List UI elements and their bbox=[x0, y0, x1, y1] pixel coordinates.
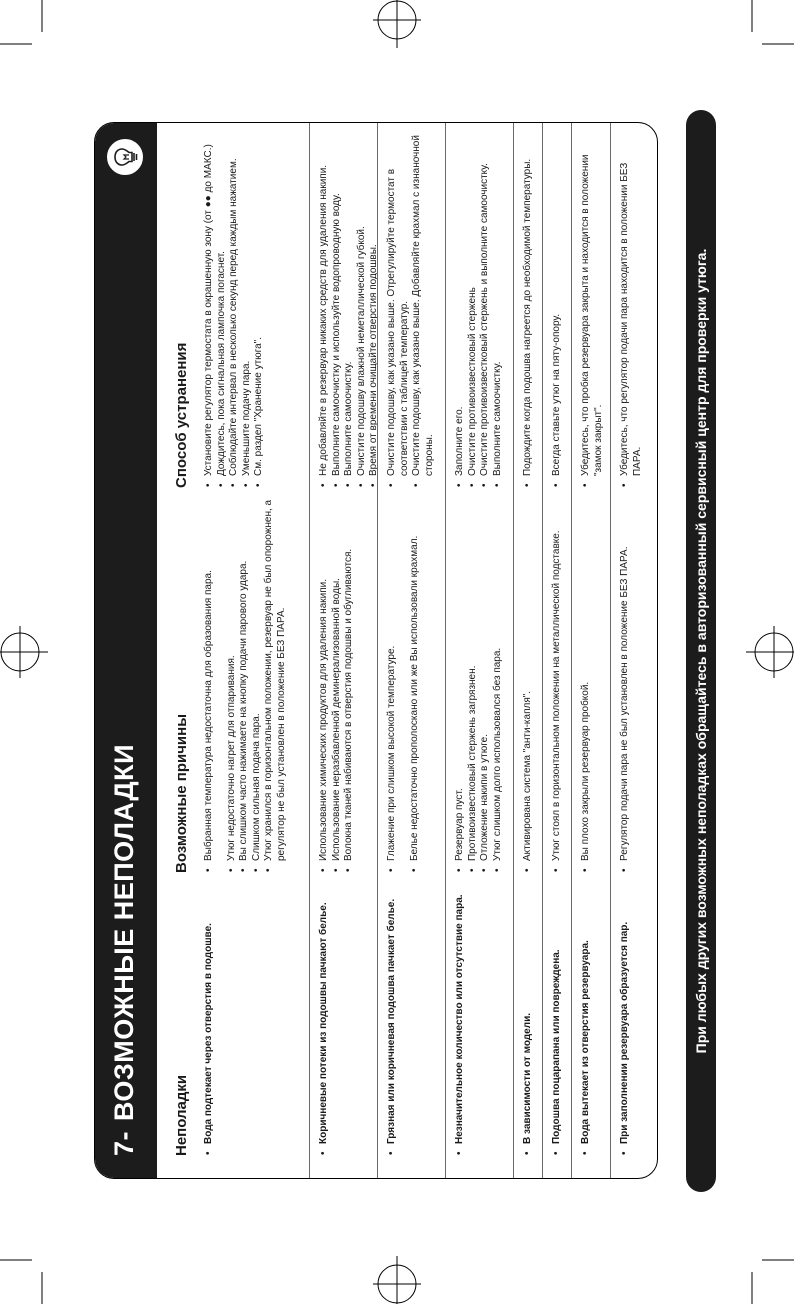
lightbulb-icon bbox=[105, 137, 145, 177]
problem-text: • При заполнении резервуара образуется пар. bbox=[619, 874, 632, 1156]
title-bar bbox=[95, 123, 157, 1178]
cause-item: • Глажение при слишком высокой температуре. bbox=[386, 490, 399, 873]
remedies-cell bbox=[580, 133, 605, 488]
remedy-item: • Очистите подошву влажной неметаллической губкой. bbox=[356, 133, 369, 488]
problem-cell bbox=[551, 874, 564, 1156]
remedy-item: • Подождите когда подошва нагреется до необходимой температуры. bbox=[522, 133, 535, 488]
cause-item: • Утюг слишком долго использовался без пара. bbox=[492, 490, 505, 873]
cause-item: • Утюг хранился в горизонтальном положении, резервуар не был опорожнен, а регулятор не был установлен в положение БЕЗ ПАРА. bbox=[263, 490, 288, 873]
remedy-item: • Выполните самоочистку. bbox=[492, 133, 505, 488]
problem-text: • В зависимости от модели. bbox=[522, 874, 535, 1156]
causes-cell bbox=[454, 490, 504, 873]
table-row bbox=[571, 123, 610, 1178]
table-row bbox=[513, 123, 542, 1178]
remedy-item: • Не добавляйте в резервуар никаких средств для удаления накипи. bbox=[318, 133, 331, 488]
cause-item: • Белье недостаточно прополоскано или же Вы использовали крахмал. bbox=[409, 490, 422, 873]
remedy-item: • Убедитесь, что регулятор подачи пара находится в положении БЕЗ ПАРА. bbox=[619, 133, 644, 488]
footer-banner: При любых других возможных неполадках обращайтесь в авторизованный сервисный центр для проверки утюга. bbox=[686, 110, 716, 1192]
remedy-item: • Выполните самоочистку. bbox=[343, 133, 356, 488]
remedies-cell bbox=[551, 133, 564, 488]
remedy-item: • Установите регулятор термостата в окрашенную зону (от ●● до МАКС.) bbox=[203, 133, 216, 488]
cause-item: • Противоизвестковый стержень загрязнен. bbox=[467, 490, 480, 873]
remedy-item: • Заполните его. bbox=[454, 133, 467, 488]
table-row bbox=[309, 123, 380, 1178]
problem-text: • Вода вытекает из отверстия резервуара. bbox=[580, 874, 593, 1156]
remedies-cell bbox=[386, 133, 436, 488]
remedy-item: • Время от времени очищайте отверстия подошвы. bbox=[368, 133, 381, 488]
remedy-item: • Соблюдайте интервал в несколько секунд перед каждым нажатием. bbox=[228, 133, 241, 488]
cause-item: • Вы плохо закрыли резервуар пробкой. bbox=[580, 490, 593, 873]
remedies-cell bbox=[318, 133, 381, 488]
page-title bbox=[109, 744, 140, 1156]
problem-cell bbox=[203, 874, 216, 1156]
causes-cell bbox=[386, 490, 421, 873]
problem-cell bbox=[580, 874, 593, 1156]
remedies-cell bbox=[522, 133, 535, 488]
section-number: 7- bbox=[109, 1130, 139, 1156]
remedies-cell bbox=[454, 133, 504, 488]
problem-cell bbox=[522, 874, 535, 1156]
problem-text: • Грязная или коричневая подошва пачкает белье. bbox=[386, 874, 399, 1156]
troubleshooting-table bbox=[195, 123, 654, 1178]
table-row bbox=[445, 123, 513, 1178]
causes-cell bbox=[619, 490, 632, 873]
section-title: ВОЗМОЖНЫЕ НЕПОЛАДКИ bbox=[109, 743, 139, 1121]
table-row bbox=[377, 123, 445, 1178]
troubleshooting-panel bbox=[94, 122, 658, 1179]
causes-cell bbox=[522, 490, 535, 873]
problem-text: • Незначительное количество или отсутствие пара. bbox=[454, 874, 467, 1156]
cause-item: • Утюг недостаточно нагрет для отпаривания. bbox=[226, 490, 239, 873]
cause-item: • Выбранная температура недостаточна для образования пара. bbox=[203, 490, 216, 873]
remedy-item: • Всегда ставьте утюг на пяту-опору. bbox=[551, 133, 564, 488]
problem-text: • Вода подтекает через отверстия в подошве. bbox=[203, 874, 216, 1156]
spacer bbox=[399, 490, 409, 873]
problem-cell bbox=[386, 874, 399, 1156]
table-row bbox=[610, 123, 654, 1178]
cause-item: • Регулятор подачи пара не был установлен в положение БЕЗ ПАРА. bbox=[619, 490, 632, 873]
causes-cell bbox=[203, 490, 289, 873]
remedy-item: • Дождитесь, пока сигнальная лампочка погаснет. bbox=[216, 133, 229, 488]
remedy-item: • Очистите противоизвестковый стержень и выполните самоочистку. bbox=[479, 133, 492, 488]
remedies-cell bbox=[203, 133, 266, 488]
remedy-item: • Очистите подошву, как указано выше. Добавляйте крахмал с изнаночной стороны. bbox=[411, 133, 436, 488]
header-causes: Возможные причины bbox=[173, 713, 190, 873]
problem-cell bbox=[454, 874, 467, 1156]
cause-item: • Вы слишком часто нажимаете на кнопку подачи парового удара. bbox=[238, 490, 251, 873]
problem-text: • Коричневые потеки из подошвы пачкают белье. bbox=[318, 874, 331, 1156]
remedy-item: • Уменьшите подачу пара. bbox=[241, 133, 254, 488]
cause-item: • Отложение накипи в утюге. bbox=[479, 490, 492, 873]
cause-item: • Слишком сильная подача пара. bbox=[251, 490, 264, 873]
cause-item: • Активирована система "анти-капля". bbox=[522, 490, 535, 873]
remedy-item: • Очистите подошву, как указано выше. Отрегулируйте термостат в соответствии с таблицей температур. bbox=[386, 133, 411, 488]
problem-cell bbox=[619, 874, 632, 1156]
cause-item: • Волокна тканей набиваются в отверстия подошвы и обугливаются. bbox=[343, 490, 356, 873]
causes-cell bbox=[318, 490, 356, 873]
remedy-item: • Выполните самоочистку и используйте водопроводную воду. bbox=[331, 133, 344, 488]
cause-item: • Резервуар пуст. bbox=[454, 490, 467, 873]
remedy-item: • Очистите противоизвестковый стержень bbox=[467, 133, 480, 488]
remedy-item: • См. раздел "Хранение утюга". bbox=[253, 133, 266, 488]
remedies-cell bbox=[619, 133, 644, 488]
cause-item: • Использование неразбавленной деминерализованной воды. bbox=[331, 490, 344, 873]
header-problems: Неполадки bbox=[173, 1074, 190, 1156]
spacer bbox=[216, 490, 226, 873]
causes-cell bbox=[551, 490, 564, 873]
problem-cell bbox=[318, 874, 331, 1156]
cause-item: • Использование химических продуктов для удаления накипи. bbox=[318, 490, 331, 873]
causes-cell bbox=[580, 490, 593, 873]
problem-text: • Подошва поцарапана или повреждена. bbox=[551, 874, 564, 1156]
table-row bbox=[195, 123, 309, 1178]
table-row bbox=[542, 123, 571, 1178]
header-remedies: Способ устранения bbox=[173, 342, 190, 488]
cause-item: • Утюг стоял в горизонтальном положении на металлической подставке. bbox=[551, 490, 564, 873]
remedy-item: • Убедитесь, что пробка резервуара закрыта и находится в положении "замок закрыт". bbox=[580, 133, 605, 488]
